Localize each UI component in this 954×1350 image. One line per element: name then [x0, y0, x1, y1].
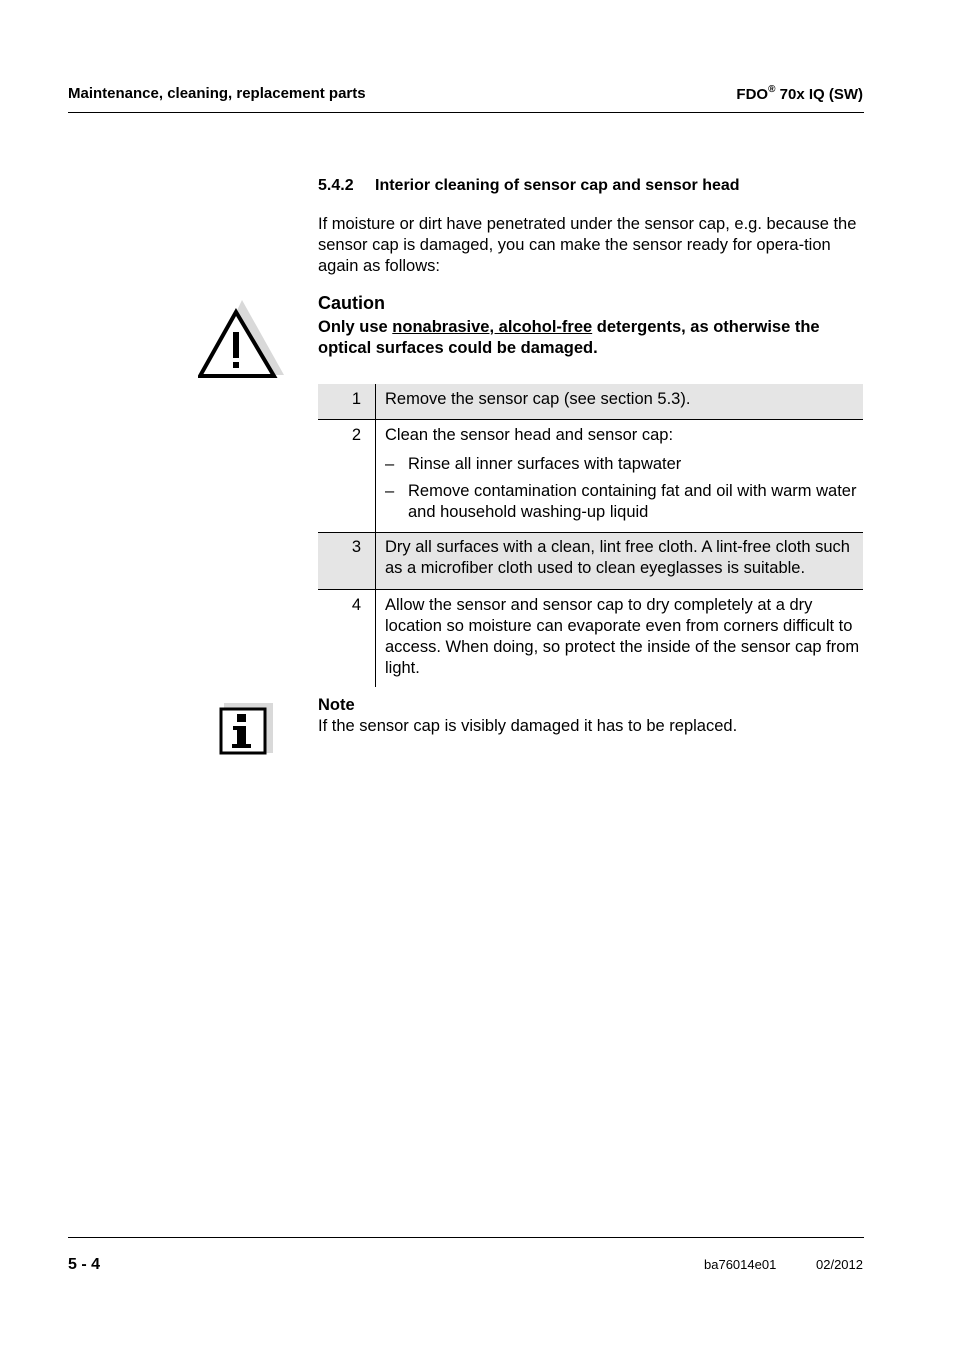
step-row — [318, 420, 863, 533]
steps-table — [318, 384, 863, 687]
page-number: 5 - 4 — [68, 1256, 101, 1273]
bullet-dash: – — [385, 455, 395, 473]
header-rule — [68, 112, 864, 113]
note-heading: Note — [318, 696, 355, 714]
step-content — [376, 420, 864, 533]
bullet-item: – Remove contamination containing fat and oil with warm water and household washing-up liquid — [385, 482, 857, 521]
section-heading — [318, 177, 740, 195]
step-number: 3 — [318, 533, 376, 590]
running-header-title: Maintenance, cleaning, replacement parts — [68, 85, 366, 102]
bullet-dash: – — [385, 482, 395, 500]
caution-text: Only use nonabrasive, alcohol-free detergents, as otherwise the optical surfaces could be damaged. — [318, 318, 820, 357]
bullet-item: – Rinse all inner surfaces with tapwater — [385, 455, 682, 473]
step-row — [318, 590, 863, 688]
step-number: 4 — [318, 590, 376, 688]
step-text: Dry all surfaces with a clean, lint free cloth. A lint-free cloth such as a microfiber cloth used to clean eyeglasses is suitable. — [376, 533, 864, 590]
step-number: 2 — [318, 420, 376, 533]
section-title: Interior cleaning of sensor cap and sensor head — [375, 177, 740, 194]
step-row — [318, 384, 863, 420]
step-text: Remove the sensor cap (see section 5.3). — [376, 384, 864, 420]
intro-paragraph: If moisture or dirt have penetrated under the sensor cap, e.g. because the sensor cap is damaged, you can make the sensor ready for opera-tion again as follows: — [318, 215, 857, 275]
document-date: 02/2012 — [816, 1257, 863, 1272]
step-number: 1 — [318, 384, 376, 420]
step-row — [318, 533, 863, 590]
step-text: Allow the sensor and sensor cap to dry completely at a dry location so moisture can evaporate even from corners difficult to access. When doing, so protect the inside of the sensor cap from light. — [385, 596, 860, 677]
caution-heading: Caution — [318, 293, 385, 313]
step-text: Clean the sensor head and sensor cap: — [385, 426, 674, 444]
document-id: ba76014e01 — [704, 1257, 777, 1272]
footer-rule — [68, 1237, 864, 1238]
caution-emphasis: nonabrasive, alcohol-free — [392, 318, 593, 336]
info-icon — [219, 703, 273, 755]
note-text: If the sensor cap is visibly damaged it has to be replaced. — [318, 717, 738, 735]
running-header-product: FDO® 70x IQ (SW) — [736, 84, 863, 103]
section-number: 5.4.2 — [318, 177, 354, 194]
warning-triangle-icon — [198, 298, 288, 380]
